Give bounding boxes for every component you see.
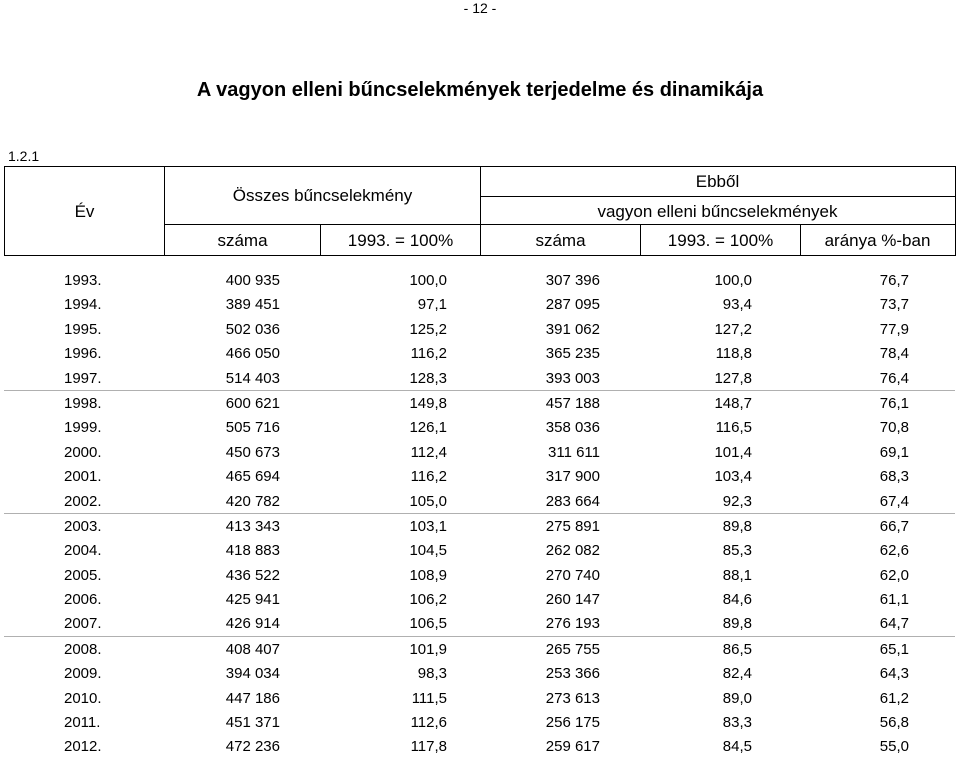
cell-index-1: 116,2 [410, 468, 447, 486]
cell-vagyon: 358 036 [545, 419, 600, 437]
cell-aranya: 73,7 [879, 296, 909, 314]
cell-index-1: 104,5 [409, 542, 447, 560]
cell-index-1: 97,1 [417, 296, 447, 314]
header-vagyon: vagyon elleni bűncselekmények [597, 202, 838, 221]
cell-osszes: 413 343 [225, 517, 280, 535]
cell-aranya: 69,1 [879, 443, 909, 461]
cell-index-2: 84,5 [722, 738, 752, 756]
cell-ev: 2005. [64, 566, 102, 584]
cell-ev: 2001. [64, 468, 102, 486]
cell-osszes: 400 935 [225, 272, 280, 289]
cell-index-1: 100,0 [409, 272, 447, 289]
cell-vagyon: 287 095 [545, 296, 600, 314]
cell-osszes: 466 050 [225, 345, 280, 363]
cell-ev: 1999. [64, 419, 102, 437]
cell-ev: 2012. [64, 738, 102, 756]
cell-vagyon: 275 891 [545, 517, 600, 535]
header-ebbol: Ebből [695, 172, 740, 191]
cell-aranya: 68,3 [879, 468, 909, 486]
cell-index-1: 98,3 [417, 665, 447, 683]
cell-ev: 2009. [64, 665, 102, 683]
cell-index-2: 127,2 [714, 320, 752, 338]
cell-index-2: 148,7 [714, 394, 752, 412]
table-row [4, 415, 955, 439]
cell-vagyon: 391 062 [545, 320, 600, 338]
cell-index-1: 111,5 [411, 689, 447, 707]
cell-vagyon: 365 235 [545, 345, 600, 363]
cell-aranya: 64,3 [879, 665, 909, 683]
cell-index-1: 117,8 [410, 738, 447, 756]
cell-vagyon: 276 193 [545, 615, 600, 633]
table-header [4, 166, 955, 256]
table-row [4, 317, 955, 341]
cell-vagyon: 270 740 [545, 566, 600, 584]
cell-index-2: 88,1 [722, 566, 752, 584]
table-row [4, 440, 955, 464]
header-index-2: 1993. = 100% [667, 231, 774, 250]
header-aranya: aránya %-ban [824, 231, 931, 250]
cell-osszes: 502 036 [225, 320, 280, 338]
table-row [4, 710, 955, 734]
cell-aranya: 61,2 [879, 689, 909, 707]
table-code: 1.2.1 [8, 148, 40, 164]
table-row [4, 611, 955, 636]
cell-vagyon: 259 617 [545, 738, 600, 756]
cell-ev: 2008. [64, 640, 102, 658]
cell-index-1: 106,2 [409, 591, 447, 609]
table-row [4, 587, 955, 611]
cell-vagyon: 457 188 [545, 394, 600, 412]
cell-aranya: 55,0 [879, 738, 909, 756]
header-szama-1: száma [217, 231, 268, 250]
cell-index-1: 125,2 [409, 320, 447, 338]
cell-aranya: 78,4 [879, 345, 909, 363]
table-row [4, 661, 955, 685]
cell-index-1: 101,9 [409, 640, 447, 658]
cell-osszes: 505 716 [225, 419, 280, 437]
table-row [4, 464, 955, 488]
cell-aranya: 62,0 [879, 566, 909, 584]
cell-index-2: 85,3 [722, 542, 752, 560]
cell-ev: 2011. [64, 714, 101, 732]
cell-osszes: 465 694 [225, 468, 280, 486]
cell-index-2: 89,8 [722, 517, 752, 535]
cell-index-2: 116,5 [715, 419, 752, 437]
cell-osszes: 420 782 [225, 492, 280, 510]
table-row [4, 514, 955, 538]
cell-aranya: 76,7 [879, 272, 909, 289]
table-row [4, 366, 955, 391]
table-row [4, 734, 955, 758]
cell-osszes: 514 403 [225, 369, 280, 387]
cell-index-2: 84,6 [722, 591, 752, 609]
table-row [4, 637, 955, 661]
table-row [4, 391, 955, 415]
table-row [4, 686, 955, 710]
cell-vagyon: 317 900 [545, 468, 600, 486]
cell-osszes: 436 522 [225, 566, 280, 584]
cell-ev: 1993. [64, 272, 102, 289]
table-row [4, 489, 955, 514]
cell-index-2: 83,3 [722, 714, 752, 732]
cell-ev: 2002. [64, 492, 102, 510]
cell-aranya: 62,6 [879, 542, 909, 560]
cell-osszes: 450 673 [225, 443, 280, 461]
cell-aranya: 77,9 [879, 320, 909, 338]
cell-index-1: 128,3 [409, 369, 447, 387]
cell-osszes: 394 034 [225, 665, 280, 683]
cell-vagyon: 262 082 [545, 542, 600, 560]
cell-ev: 2006. [64, 591, 102, 609]
cell-index-2: 92,3 [722, 492, 752, 510]
cell-aranya: 76,4 [879, 369, 909, 387]
cell-aranya: 56,8 [879, 714, 909, 732]
header-index-1: 1993. = 100% [347, 231, 454, 250]
cell-index-2: 100,0 [714, 272, 752, 289]
cell-index-1: 126,1 [409, 419, 447, 437]
cell-ev: 2010. [64, 689, 102, 707]
cell-index-2: 127,8 [714, 369, 752, 387]
cell-osszes: 426 914 [225, 615, 280, 633]
table-row [4, 563, 955, 587]
cell-ev: 2007. [64, 615, 102, 633]
cell-vagyon: 307 396 [545, 272, 600, 289]
cell-index-2: 86,5 [722, 640, 752, 658]
cell-vagyon: 253 366 [545, 665, 600, 683]
cell-vagyon: 265 755 [545, 640, 600, 658]
cell-index-1: 112,6 [410, 714, 447, 732]
cell-ev: 2003. [64, 517, 102, 535]
cell-vagyon: 393 003 [545, 369, 600, 387]
cell-vagyon: 256 175 [545, 714, 600, 732]
cell-vagyon: 260 147 [545, 591, 600, 609]
page-number: - 12 - [463, 0, 497, 16]
cell-osszes: 418 883 [225, 542, 280, 560]
cell-vagyon: 283 664 [545, 492, 600, 510]
cell-osszes: 447 186 [225, 689, 280, 707]
cell-osszes: 408 407 [225, 640, 280, 658]
cell-osszes: 600 621 [225, 394, 280, 412]
header-szama-2: száma [535, 231, 586, 250]
cell-aranya: 64,7 [879, 615, 909, 633]
cell-index-1: 116,2 [410, 345, 447, 363]
cell-ev: 1996. [64, 345, 102, 363]
cell-ev: 1994. [64, 296, 102, 314]
cell-aranya: 61,1 [879, 591, 909, 609]
cell-index-1: 103,1 [409, 517, 447, 535]
table-row [4, 538, 955, 562]
cell-aranya: 65,1 [879, 640, 909, 658]
cell-ev: 2000. [64, 443, 102, 461]
cell-osszes: 389 451 [225, 296, 280, 314]
table-body [4, 268, 955, 759]
cell-vagyon: 311 611 [548, 443, 600, 461]
table-row [4, 268, 955, 292]
cell-index-2: 82,4 [722, 665, 752, 683]
page-title: A vagyon elleni bűncselekmények terjedelme és dinamikája [196, 79, 764, 101]
cell-index-1: 105,0 [409, 492, 447, 510]
header-ev: Év [74, 202, 95, 221]
cell-index-2: 89,8 [722, 615, 752, 633]
cell-index-2: 93,4 [722, 296, 752, 314]
cell-aranya: 70,8 [879, 419, 909, 437]
cell-aranya: 66,7 [879, 517, 909, 535]
cell-ev: 1997. [64, 369, 102, 387]
cell-osszes: 472 236 [225, 738, 280, 756]
cell-ev: 1995. [64, 320, 102, 338]
cell-index-2: 103,4 [714, 468, 752, 486]
cell-index-2: 89,0 [722, 689, 752, 707]
cell-osszes: 451 371 [225, 714, 280, 732]
cell-ev: 1998. [64, 394, 102, 412]
cell-osszes: 425 941 [225, 591, 280, 609]
cell-vagyon: 273 613 [545, 689, 600, 707]
cell-ev: 2004. [64, 542, 102, 560]
header-divider [480, 196, 955, 197]
header-osszes: Összes bűncselekmény [232, 186, 413, 205]
table-row [4, 341, 955, 365]
cell-index-1: 108,9 [409, 566, 447, 584]
cell-aranya: 76,1 [879, 394, 909, 412]
cell-index-2: 118,8 [715, 345, 752, 363]
table-row [4, 292, 955, 316]
cell-index-2: 101,4 [714, 443, 752, 461]
cell-aranya: 67,4 [879, 492, 909, 510]
cell-index-1: 149,8 [409, 394, 447, 412]
cell-index-1: 106,5 [409, 615, 447, 633]
cell-index-1: 112,4 [410, 443, 447, 461]
header-divider [164, 224, 955, 225]
